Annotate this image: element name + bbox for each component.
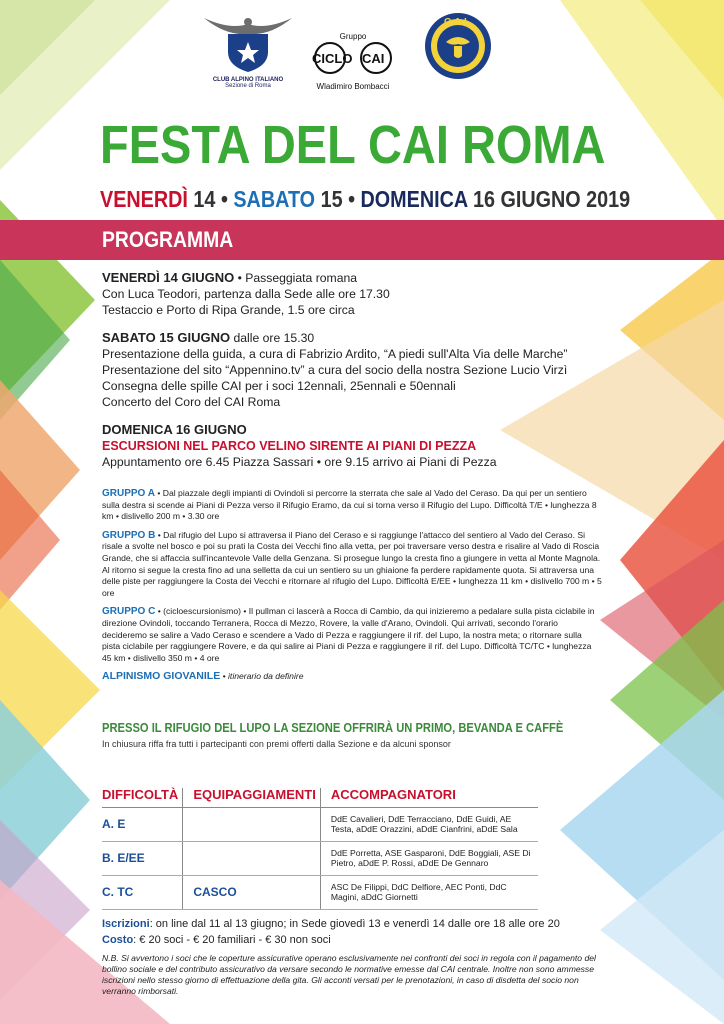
escursioni-title: ESCURSIONI NEL PARCO VELINO SIRENTE AI PIANI DI PEZZA (102, 439, 477, 453)
chiusura-line: In chiusura riffa fra tutti i partecipanti con premi offerti dalla Sezione e da alcuni sponsor (102, 739, 451, 749)
day3-number: 16 GIUGNO 2019 (472, 186, 631, 212)
domenica-block (102, 422, 602, 470)
ciclo-right-text: CAI (362, 51, 385, 66)
gruppo-text: • Dal piazzale degli impianti di Ovindoli si percorre la sterrata che sale al Vado del Ceraso. Da qui per un sentiero sulla destra si scende ai Piani di Pezza verso il Rifugio Eramo, da cui si torna verso il Rifugio del Lupo. Difficoltà T/E • lunghezza 8 km • dislivello 200 m • 3.30 ore (102, 488, 597, 522)
gruppo-text: • Dal rifugio del Lupo si attraversa il Piano del Ceraso e si raggiunge l'attacco del sentiero al Vado del Ceraso. Si risale a svolte nel bosco e poi su prati la Costa dei Vecchi fino alla vetta, per poi traversare verso destra e risalire al Vado di Roscia Grande, che si affaccia sull'incantevole Valle della Genzana. Si prosegue lungo la cresta fino a giungere in vetta al Monte Magnola. Al ritorno si segue la cresta fino ad una selletta da cui un sentiero su un ghiaione fa perdere rapidamente quota. Si attraversa una delle piste per raggiungere la Costa dei Vecchi e ritornare al rifugio del Lupo. Difficoltà E/EE • lunghezza 11 km • dislivello 700 m • 5 ore (102, 529, 602, 598)
equipment-cell: CASCO (183, 875, 321, 909)
date-separator: • (348, 186, 356, 212)
guides-cell: DdE Porretta, ASE Gasparoni, DdE Boggiali, ASE Di Pietro, aDdE P. Rossi, aDdE De Gennaro (320, 841, 538, 875)
gruppo-name: GRUPPO C (102, 606, 156, 618)
gruppo-name: GRUPPO B (102, 529, 156, 541)
venerdi-line: Testaccio e Porto di Ripa Grande, 1.5 ore circa (102, 303, 355, 317)
round-emblem-text: C.A.I. (444, 17, 470, 28)
day1-number: 14 (193, 186, 216, 212)
sabato-line: Presentazione della guida, a cura di Fabrizio Ardito, “A piedi sull'Alta Via delle Marche” (102, 347, 568, 361)
equipment-cell (183, 841, 321, 875)
day3-label: DOMENICA (360, 186, 468, 212)
day1-label: VENERDÌ (100, 186, 188, 212)
sabato-title: SABATO 15 GIUGNO (102, 330, 231, 345)
programma-label: PROGRAMMA (102, 227, 234, 252)
logos-row (0, 10, 724, 100)
alpinismo-giovanile (102, 671, 602, 683)
guides-cell: DdE Cavalieri, DdE Terracciano, DdE Guidi, AE Testa, aDdE Orazzini, aDdE Cianfrini, aDdE Sala (320, 807, 538, 841)
cai-logo (200, 10, 296, 89)
programma-section (102, 270, 602, 482)
iscrizioni-section (102, 916, 622, 948)
iscrizioni-text: : on line dal 11 al 13 giugno; in Sede giovedì 13 e venerdì 14 dalle ore 18 alle ore 20 (149, 918, 560, 930)
page-title: FESTA DEL CAI ROMA (100, 115, 606, 175)
nb-disclaimer: N.B. Si avvertono i soci che le coperture assicurative operano esclusivamente nei confronti dei soci in regola con il pagamento del bollino sociale e del contributo assicurativo da versare secondo le normative emesse dal CAI centrale. Inoltre non sono ammesse iscrizioni nello stesso giorno di effettuazione della gita. Gli acconti versati per le prenotazioni, in caso di disdetta del socio non verranno rimborsati. (102, 953, 596, 996)
venerdi-line: Con Luca Teodori, partenza dalla Sede alle ore 17.30 (102, 287, 390, 301)
difficulty-cell: A. E (102, 807, 183, 841)
costo-label: Costo (102, 934, 134, 946)
presso-rifugio-line: PRESSO IL RIFUGIO DEL LUPO LA SEZIONE OFFRIRÀ UN PRIMO, BEVANDA E CAFFÈ (102, 720, 564, 735)
difficulty-cell: B. E/EE (102, 841, 183, 875)
table-header: EQUIPAGGIAMENTI (183, 788, 321, 807)
ciclo-left-text: CICLO (312, 51, 353, 66)
groups-section (102, 488, 602, 690)
costo-text: : € 20 soci - € 20 familiari - € 30 non soci (133, 934, 331, 946)
iscrizioni-label: Iscrizioni (102, 918, 150, 930)
ciclo-gruppo-label: Gruppo (339, 32, 367, 41)
sabato-subtitle: dalle ore 15.30 (233, 331, 315, 345)
sabato-block (102, 330, 602, 410)
eagle-shield-icon (200, 10, 296, 72)
venerdi-title: VENERDÌ 14 GIUGNO (102, 270, 235, 285)
venerdi-block (102, 270, 602, 318)
gruppo-b (102, 530, 602, 600)
gruppo-name: GRUPPO A (102, 488, 155, 499)
alpinismo-name: ALPINISMO GIOVANILE (102, 670, 221, 683)
bicycle-wheels-icon (306, 41, 400, 75)
appuntamento-line: Appuntamento ore 6.45 Piazza Sassari • ore 9.15 arrivo ai Piani di Pezza (102, 455, 497, 469)
ciclo-cai-logo (306, 32, 400, 91)
day2-number: 15 (320, 186, 343, 212)
difficulty-cell: C. TC (102, 875, 183, 909)
date-separator: • (220, 186, 228, 212)
guides-cell: ASC De Filippi, DdC Delfiore, AEC Ponti, DdC Magini, aDdC Giornetti (320, 875, 538, 909)
table-header: ACCOMPAGNATORI (320, 788, 538, 807)
table-row (102, 875, 538, 909)
venerdi-subtitle: • Passeggiata romana (237, 271, 358, 285)
equipment-cell (183, 807, 321, 841)
sabato-line: Presentazione del sito “Appennino.tv” a cura del socio della nostra Sezione Lucio Virzì (102, 363, 568, 377)
sabato-line: Concerto del Coro del CAI Roma (102, 395, 281, 409)
gruppo-a (102, 488, 602, 523)
sabato-line: Consegna delle spille CAI per i soci 12ennali, 25ennali e 50ennali (102, 379, 456, 393)
table-row (102, 807, 538, 841)
alpinismo-text: • itinerario da definire (222, 671, 304, 682)
gruppo-text: • (cicloescursionismo) • Il pullman ci lascerà a Rocca di Cambio, da qui inizieremo a pedalare sulla pista ciclabile in direzione Ovindoli, toccando Terranera, Rocca di Mezzo, Rovere, la valle d'Arano, Ovindoli. Qui arrivati, secondo l'orario decideremo se salire a Vado Ceraso e scendere a Vado di Pezza e raggiungere il rif. del Lupo, la nostra meta; o ritornare sulla pista ciclabile per raggiungere Rovere, e da qui salire ai Piani di Pezza e raggiungere il rif. del Lupo. Difficoltà TC/TC • lunghezza 45 km • dislivello 350 m • 4 ore (102, 606, 595, 663)
table-header-row (102, 788, 538, 807)
cai-round-emblem-icon (424, 12, 492, 80)
domenica-title: DOMENICA 16 GIUGNO (102, 422, 247, 437)
table-header: DIFFICOLTÀ (102, 788, 183, 807)
table-row (102, 841, 538, 875)
day2-label: SABATO (233, 186, 316, 212)
gruppo-c (102, 606, 602, 664)
event-dates (100, 186, 630, 213)
cai-logo-line2: Sezione di Roma (225, 83, 271, 89)
ciclo-name: Wladimiro Bombacci (316, 82, 390, 91)
programma-band (0, 220, 724, 260)
difficulty-table (102, 788, 538, 910)
cai-logo-line1: CLUB ALPINO ITALIANO (212, 77, 284, 83)
